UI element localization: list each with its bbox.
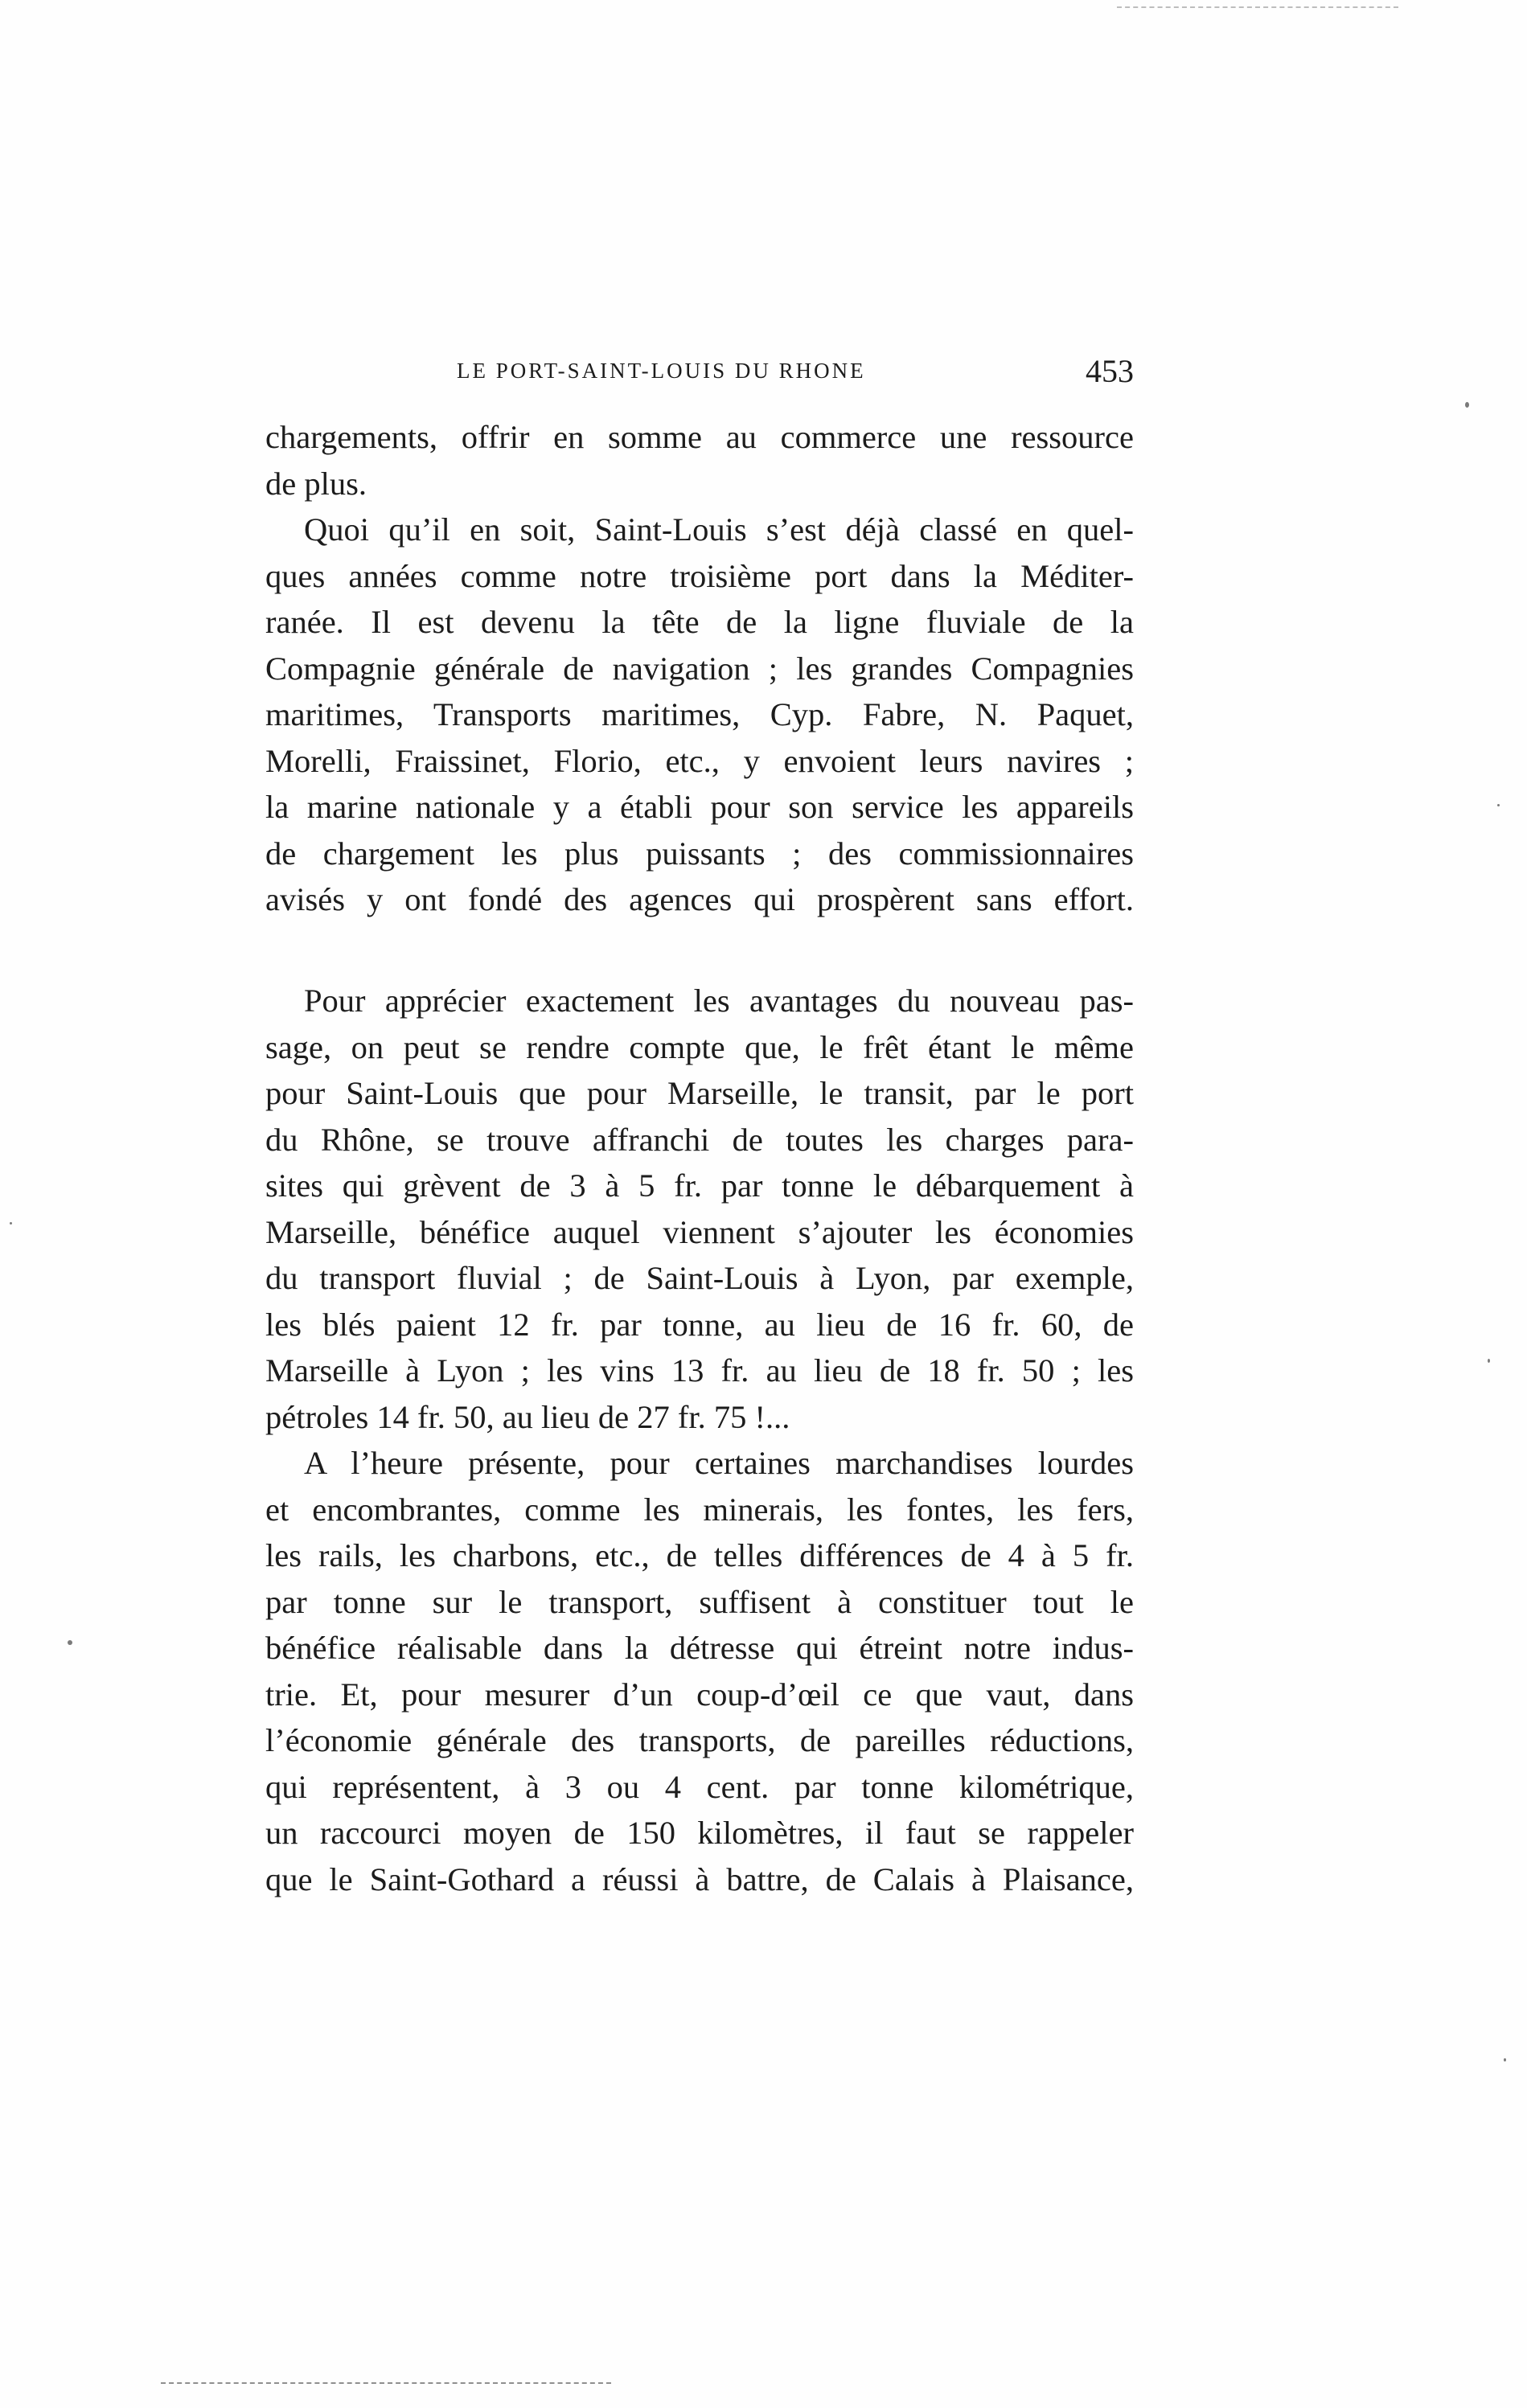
text-line: ques années comme notre troisième port dans la Méditer- [265,557,1134,594]
paragraph-saint-louis-port [265,507,1134,923]
text-line: maritimes, Transports maritimes, Cyp. Fabre, N. Paquet, [265,696,1134,732]
speck [68,1640,72,1645]
text-line: ranée. Il est devenu la tête de la ligne fluviale de la [265,604,1134,640]
text-line: Morelli, Fraissinet, Florio, etc., y envoient leurs navires ; [265,742,1134,779]
paragraph-continuation [265,414,1134,507]
speck [1465,402,1469,408]
text-line: de chargement les plus puissants ; des commissionnaires [265,835,1134,872]
paragraph-heavy-goods [265,1440,1134,1902]
text-line: trie. Et, pour mesurer d’un coup-d’œil ce que vaut, dans [265,1676,1134,1713]
text-line: sage, on peut se rendre compte que, le frêt étant le même [265,1028,1134,1065]
text-line: les rails, les charbons, etc., de telles différences de 4 à 5 fr. [265,1537,1134,1573]
text-line: que le Saint-Gothard a réussi à battre, de Calais à Plaisance, [265,1860,1134,1897]
text-line: Marseille, bénéfice auquel viennent s’ajouter les économies [265,1213,1134,1250]
text-line: Quoi qu’il en soit, Saint-Louis s’est déjà classé en quel- [304,511,1134,548]
text-line: qui représentent, à 3 ou 4 cent. par tonne kilométrique, [265,1768,1134,1805]
text-line: Marseille à Lyon ; les vins 13 fr. au lieu de 18 fr. 50 ; les [265,1352,1134,1389]
page-number: 453 [1086,353,1134,389]
text-block-lower [265,978,1134,1902]
scan-edge-mark [1117,6,1398,8]
text-line: bénéfice réalisable dans la détresse qui étreint notre indus- [265,1630,1134,1666]
text-line: et encombrantes, comme les minerais, les fontes, les fers, [265,1491,1134,1528]
text-line: la marine nationale y a établi pour son service les appareils [265,789,1134,825]
text-block-upper [265,414,1134,923]
speck [10,1222,12,1225]
page-header [265,352,1134,400]
text-line: Compagnie générale de navigation ; les grandes Compagnies [265,650,1134,687]
text-line: de plus. [265,465,367,502]
text-line: par tonne sur le transport, suffisent à constituer tout le [265,1583,1134,1620]
text-line: chargements, offrir en somme au commerce une ressource [265,419,1134,455]
text-line: les blés paient 12 fr. par tonne, au lieu de 16 fr. 60, de [265,1306,1134,1343]
text-line: Pour apprécier exactement les avantages du nouveau pas- [304,982,1134,1019]
paragraph-transit-costs [265,978,1134,1440]
text-line: l’économie générale des transports, de pareilles réductions, [265,1722,1134,1758]
text-line: du Rhône, se trouve affranchi de toutes les charges para- [265,1121,1134,1158]
text-line: pour Saint-Louis que pour Marseille, le transit, par le port [265,1075,1134,1111]
speck [1504,2058,1506,2061]
text-line: un raccourci moyen de 150 kilomètres, il faut se rappeler [265,1815,1134,1851]
text-line: sites qui grèvent de 3 à 5 fr. par tonne le débarquement à [265,1167,1134,1204]
running-title: LE PORT-SAINT-LOUIS DU RHONE [457,359,866,383]
text-line: du transport fluvial ; de Saint-Louis à Lyon, par exemple, [265,1260,1134,1296]
text-line: avisés y ont fondé des agences qui prospèrent sans effort. [265,881,1134,917]
scan-edge-mark [161,2382,611,2384]
text-line: pétroles 14 fr. 50, au lieu de 27 fr. 75 !... [265,1398,790,1435]
speck [1497,804,1500,806]
text-line: A l’heure présente, pour certaines marchandises lourdes [304,1445,1134,1481]
speck [1488,1359,1490,1363]
